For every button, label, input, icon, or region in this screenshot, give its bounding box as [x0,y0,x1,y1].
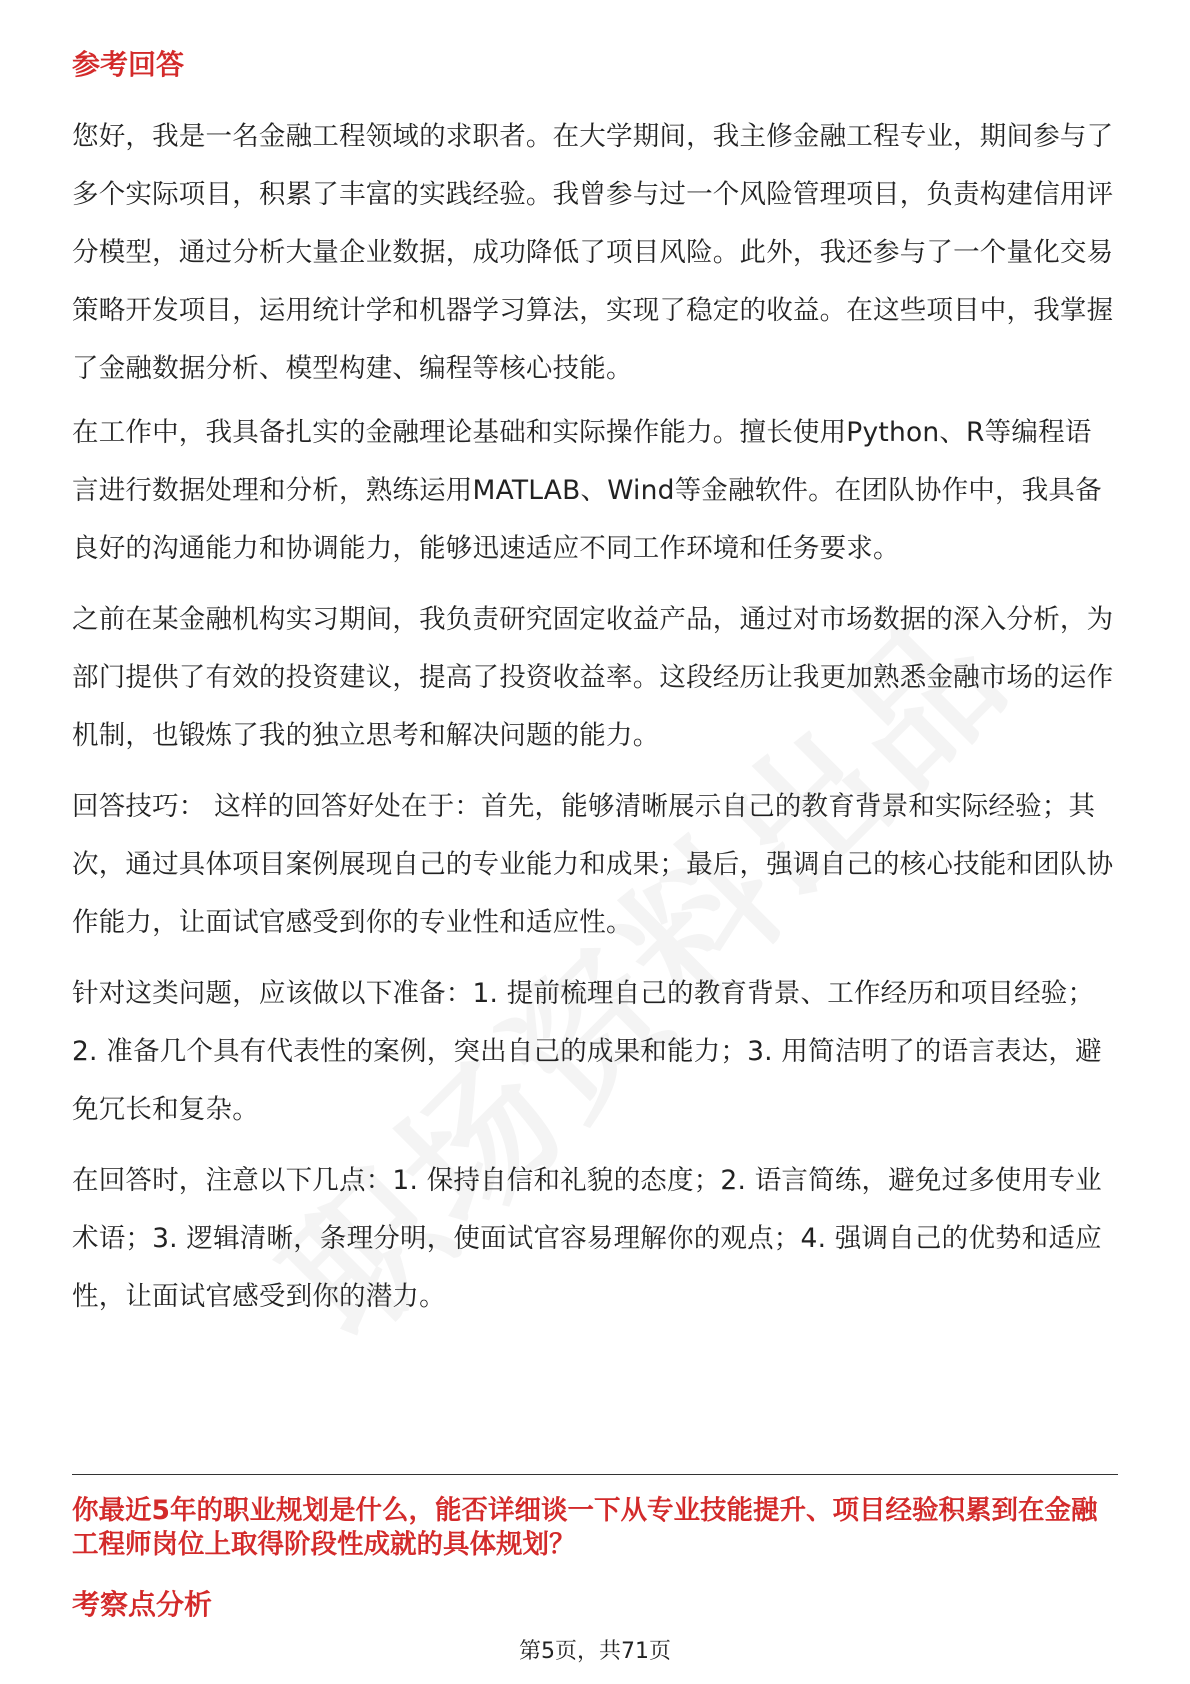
paragraph-attention: 在回答时，注意以下几点：1. 保持自信和礼貌的态度；2. 语言简练，避免过多使用专业术语；3. 逻辑清晰，条理分明，使面试官容易理解你的观点；4. 强调自己的优势和适应性，让面试官感受到你的潜力。 [72,1165,1102,1312]
paragraph-experience: 您好，我是一名金融工程领域的求职者。在大学期间，我主修金融工程专业，期间参与了多个实际项目，积累了丰富的实践经验。我曾参与过一个风险管理项目，负责构建信用评分模型，通过分析大量企业数据，成功降低了项目风险。此外，我还参与了一个量化交易策略开发项目，运用统计学和机器学习算法，实现了稳定的收益。在这些项目中，我掌握了金融数据分析、模型构建、编程等核心技能。 [72,121,1114,384]
paragraph-tips: 回答技巧： 这样的回答好处在于：首先，能够清晰展示自己的教育背景和实际经验；其次，通过具体项目案例展现自己的专业能力和成果；最后，强调自己的核心技能和团队协作能力，让面试官感受到你的专业性和适应性。 [72,791,1114,938]
paragraph-skills: 在工作中，我具备扎实的金融理论基础和实际操作能力。擅长使用Python、R等编程语言进行数据处理和分析，熟练运用MATLAB、Wind等金融软件。在团队协作中，我具备良好的沟通能力和协调能力，能够迅速适应不同工作环境和任务要求。 [72,417,1102,564]
next-question: 你最近5年的职业规划是什么，能否详细谈一下从专业技能提升、项目经验积累到在金融工程师岗位上取得阶段性成就的具体规划？ [72,1495,1098,1560]
page-footer: 第5页，共71页 [519,1639,671,1664]
paragraph-internship: 之前在某金融机构实习期间，我负责研究固定收益产品，通过对市场数据的深入分析，为部门提供了有效的投资建议，提高了投资收益率。这段经历让我更加熟悉金融市场的运作机制，也锻炼了我的独立思考和解决问题的能力。 [72,604,1114,751]
section-divider [72,1474,1118,1475]
answer-heading: 参考回答 [72,48,185,81]
analysis-heading: 考察点分析 [72,1588,213,1621]
paragraph-preparation: 针对这类问题，应该做以下准备：1. 提前梳理自己的教育背景、工作经历和项目经验；2. 准备几个具有代表性的案例，突出自己的成果和能力；3. 用简洁明了的语言表达，避免冗长和复杂。 [72,978,1102,1125]
